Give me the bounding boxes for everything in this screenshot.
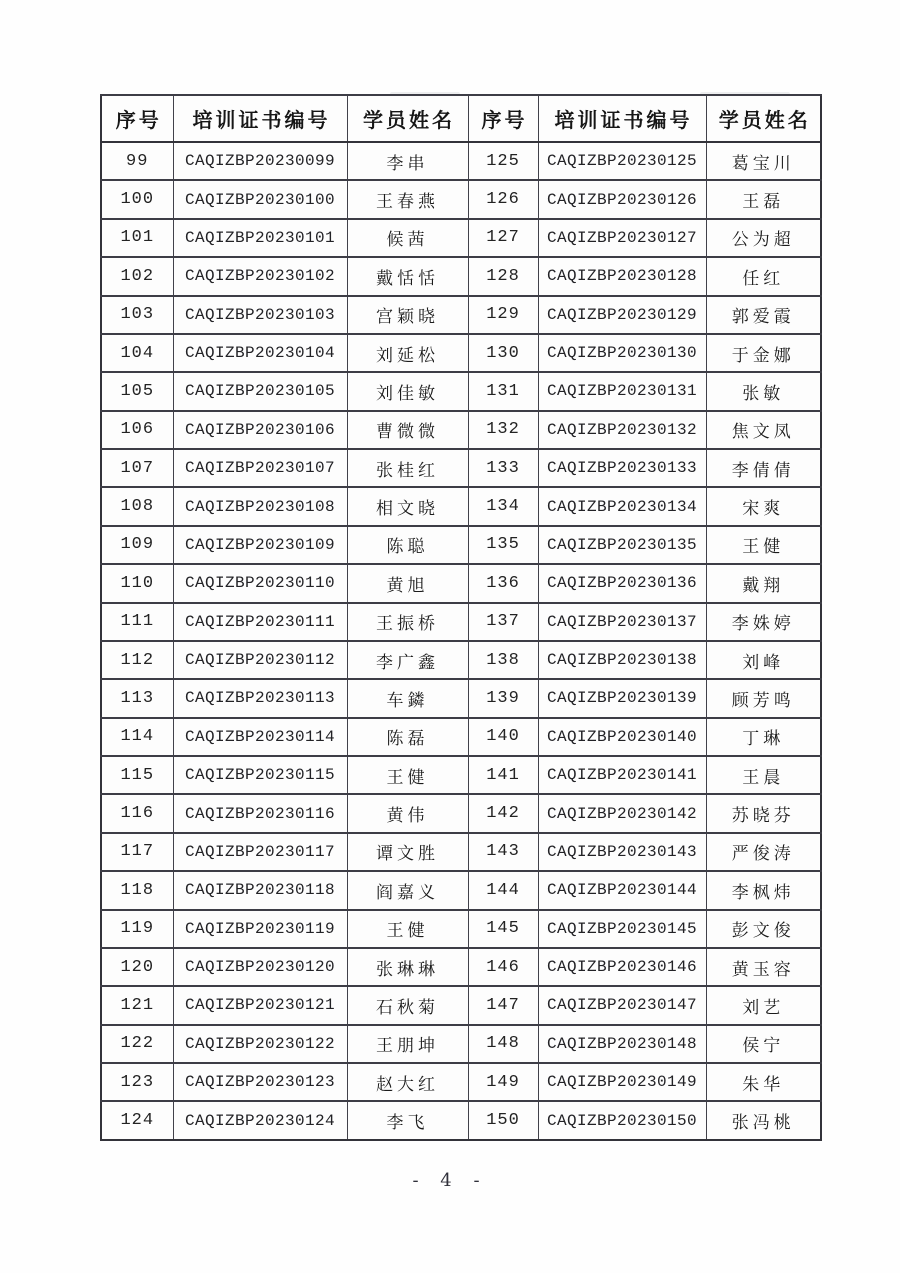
serial-cell: 106 bbox=[101, 411, 173, 449]
name-cell: 焦文凤 bbox=[706, 411, 821, 449]
certificate-cell: CAQIZBP20230129 bbox=[538, 296, 706, 334]
name-cell: 刘艺 bbox=[706, 986, 821, 1024]
name-cell: 苏晓芬 bbox=[706, 794, 821, 832]
column-header-name-right: 学员姓名 bbox=[706, 95, 821, 142]
serial-cell: 104 bbox=[101, 334, 173, 372]
serial-cell: 137 bbox=[468, 603, 538, 641]
serial-cell: 140 bbox=[468, 718, 538, 756]
serial-cell: 131 bbox=[468, 372, 538, 410]
serial-cell: 133 bbox=[468, 449, 538, 487]
serial-cell: 134 bbox=[468, 487, 538, 525]
serial-cell: 110 bbox=[101, 564, 173, 602]
serial-cell: 142 bbox=[468, 794, 538, 832]
serial-cell: 102 bbox=[101, 257, 173, 295]
certificate-cell: CAQIZBP20230134 bbox=[538, 487, 706, 525]
serial-cell: 126 bbox=[468, 180, 538, 218]
serial-cell: 145 bbox=[468, 910, 538, 948]
serial-cell: 129 bbox=[468, 296, 538, 334]
table-row bbox=[101, 794, 821, 832]
serial-cell: 120 bbox=[101, 948, 173, 986]
certificate-cell: CAQIZBP20230114 bbox=[173, 718, 347, 756]
table-row bbox=[101, 449, 821, 487]
name-cell: 张敏 bbox=[706, 372, 821, 410]
serial-cell: 109 bbox=[101, 526, 173, 564]
certificate-cell: CAQIZBP20230112 bbox=[173, 641, 347, 679]
name-cell: 黄伟 bbox=[347, 794, 468, 832]
name-cell: 李倩倩 bbox=[706, 449, 821, 487]
certificate-cell: CAQIZBP20230101 bbox=[173, 219, 347, 257]
name-cell: 王健 bbox=[347, 910, 468, 948]
certificate-cell: CAQIZBP20230119 bbox=[173, 910, 347, 948]
certificate-cell: CAQIZBP20230111 bbox=[173, 603, 347, 641]
column-header-serial-left: 序号 bbox=[101, 95, 173, 142]
certificate-cell: CAQIZBP20230116 bbox=[173, 794, 347, 832]
certificate-cell: CAQIZBP20230130 bbox=[538, 334, 706, 372]
serial-cell: 119 bbox=[101, 910, 173, 948]
certificate-cell: CAQIZBP20230136 bbox=[538, 564, 706, 602]
table-row bbox=[101, 334, 821, 372]
table-row bbox=[101, 487, 821, 525]
serial-cell: 99 bbox=[101, 142, 173, 180]
name-cell: 于金娜 bbox=[706, 334, 821, 372]
name-cell: 王健 bbox=[347, 756, 468, 794]
serial-cell: 148 bbox=[468, 1025, 538, 1063]
name-cell: 公为超 bbox=[706, 219, 821, 257]
name-cell: 张琳琳 bbox=[347, 948, 468, 986]
serial-cell: 139 bbox=[468, 679, 538, 717]
serial-cell: 115 bbox=[101, 756, 173, 794]
certificate-cell: CAQIZBP20230140 bbox=[538, 718, 706, 756]
serial-cell: 117 bbox=[101, 833, 173, 871]
certificate-cell: CAQIZBP20230139 bbox=[538, 679, 706, 717]
serial-cell: 143 bbox=[468, 833, 538, 871]
name-cell: 黄玉容 bbox=[706, 948, 821, 986]
table-row bbox=[101, 871, 821, 909]
serial-cell: 121 bbox=[101, 986, 173, 1024]
serial-cell: 150 bbox=[468, 1101, 538, 1140]
name-cell: 王磊 bbox=[706, 180, 821, 218]
table-row bbox=[101, 257, 821, 295]
name-cell: 戴恬恬 bbox=[347, 257, 468, 295]
serial-cell: 130 bbox=[468, 334, 538, 372]
name-cell: 任红 bbox=[706, 257, 821, 295]
certificate-cell: CAQIZBP20230142 bbox=[538, 794, 706, 832]
serial-cell: 125 bbox=[468, 142, 538, 180]
serial-cell: 116 bbox=[101, 794, 173, 832]
table-header bbox=[101, 95, 821, 142]
name-cell: 郭爱霞 bbox=[706, 296, 821, 334]
name-cell: 刘延松 bbox=[347, 334, 468, 372]
serial-cell: 149 bbox=[468, 1063, 538, 1101]
certificate-cell: CAQIZBP20230126 bbox=[538, 180, 706, 218]
name-cell: 张冯桃 bbox=[706, 1101, 821, 1140]
certificate-cell: CAQIZBP20230121 bbox=[173, 986, 347, 1024]
certificate-cell: CAQIZBP20230145 bbox=[538, 910, 706, 948]
serial-cell: 124 bbox=[101, 1101, 173, 1140]
table-row bbox=[101, 1101, 821, 1140]
table-row bbox=[101, 756, 821, 794]
name-cell: 严俊涛 bbox=[706, 833, 821, 871]
name-cell: 王朋坤 bbox=[347, 1025, 468, 1063]
serial-cell: 114 bbox=[101, 718, 173, 756]
name-cell: 王春燕 bbox=[347, 180, 468, 218]
name-cell: 朱华 bbox=[706, 1063, 821, 1101]
table-row bbox=[101, 564, 821, 602]
certificate-cell: CAQIZBP20230137 bbox=[538, 603, 706, 641]
name-cell: 李串 bbox=[347, 142, 468, 180]
trainee-roster-table bbox=[100, 94, 822, 1141]
certificate-cell: CAQIZBP20230099 bbox=[173, 142, 347, 180]
table-row bbox=[101, 372, 821, 410]
column-header-name-left: 学员姓名 bbox=[347, 95, 468, 142]
serial-cell: 128 bbox=[468, 257, 538, 295]
name-cell: 顾芳鸣 bbox=[706, 679, 821, 717]
certificate-cell: CAQIZBP20230144 bbox=[538, 871, 706, 909]
serial-cell: 111 bbox=[101, 603, 173, 641]
name-cell: 石秋菊 bbox=[347, 986, 468, 1024]
column-header-serial-right: 序号 bbox=[468, 95, 538, 142]
certificate-cell: CAQIZBP20230120 bbox=[173, 948, 347, 986]
certificate-cell: CAQIZBP20230115 bbox=[173, 756, 347, 794]
serial-cell: 112 bbox=[101, 641, 173, 679]
certificate-cell: CAQIZBP20230106 bbox=[173, 411, 347, 449]
serial-cell: 122 bbox=[101, 1025, 173, 1063]
name-cell: 葛宝川 bbox=[706, 142, 821, 180]
name-cell: 候茜 bbox=[347, 219, 468, 257]
table-row bbox=[101, 833, 821, 871]
serial-cell: 135 bbox=[468, 526, 538, 564]
certificate-cell: CAQIZBP20230102 bbox=[173, 257, 347, 295]
certificate-cell: CAQIZBP20230149 bbox=[538, 1063, 706, 1101]
page-number: - 4 - bbox=[412, 1170, 488, 1191]
serial-cell: 144 bbox=[468, 871, 538, 909]
name-cell: 李飞 bbox=[347, 1101, 468, 1140]
certificate-cell: CAQIZBP20230118 bbox=[173, 871, 347, 909]
name-cell: 车鏻 bbox=[347, 679, 468, 717]
table-row bbox=[101, 910, 821, 948]
serial-cell: 138 bbox=[468, 641, 538, 679]
table-row bbox=[101, 526, 821, 564]
column-header-certificate-left: 培训证书编号 bbox=[173, 95, 347, 142]
certificate-cell: CAQIZBP20230131 bbox=[538, 372, 706, 410]
certificate-cell: CAQIZBP20230141 bbox=[538, 756, 706, 794]
serial-cell: 107 bbox=[101, 449, 173, 487]
serial-cell: 103 bbox=[101, 296, 173, 334]
certificate-cell: CAQIZBP20230110 bbox=[173, 564, 347, 602]
name-cell: 戴翔 bbox=[706, 564, 821, 602]
name-cell: 谭文胜 bbox=[347, 833, 468, 871]
serial-cell: 141 bbox=[468, 756, 538, 794]
table-row bbox=[101, 180, 821, 218]
name-cell: 王健 bbox=[706, 526, 821, 564]
table-row bbox=[101, 986, 821, 1024]
name-cell: 王晨 bbox=[706, 756, 821, 794]
serial-cell: 127 bbox=[468, 219, 538, 257]
name-cell: 王振桥 bbox=[347, 603, 468, 641]
certificate-cell: CAQIZBP20230100 bbox=[173, 180, 347, 218]
certificate-cell: CAQIZBP20230147 bbox=[538, 986, 706, 1024]
certificate-cell: CAQIZBP20230109 bbox=[173, 526, 347, 564]
table-row bbox=[101, 679, 821, 717]
name-cell: 刘佳敏 bbox=[347, 372, 468, 410]
name-cell: 刘峰 bbox=[706, 641, 821, 679]
table-row bbox=[101, 718, 821, 756]
certificate-cell: CAQIZBP20230128 bbox=[538, 257, 706, 295]
table-row bbox=[101, 219, 821, 257]
name-cell: 李广鑫 bbox=[347, 641, 468, 679]
certificate-cell: CAQIZBP20230127 bbox=[538, 219, 706, 257]
serial-cell: 118 bbox=[101, 871, 173, 909]
serial-cell: 100 bbox=[101, 180, 173, 218]
table-row bbox=[101, 948, 821, 986]
table-row bbox=[101, 296, 821, 334]
certificate-cell: CAQIZBP20230146 bbox=[538, 948, 706, 986]
name-cell: 彭文俊 bbox=[706, 910, 821, 948]
table-row bbox=[101, 142, 821, 180]
certificate-cell: CAQIZBP20230108 bbox=[173, 487, 347, 525]
certificate-cell: CAQIZBP20230103 bbox=[173, 296, 347, 334]
name-cell: 李枫炜 bbox=[706, 871, 821, 909]
name-cell: 张桂红 bbox=[347, 449, 468, 487]
certificate-cell: CAQIZBP20230105 bbox=[173, 372, 347, 410]
certificate-cell: CAQIZBP20230150 bbox=[538, 1101, 706, 1140]
certificate-cell: CAQIZBP20230135 bbox=[538, 526, 706, 564]
certificate-cell: CAQIZBP20230133 bbox=[538, 449, 706, 487]
serial-cell: 132 bbox=[468, 411, 538, 449]
header-row bbox=[101, 95, 821, 142]
serial-cell: 113 bbox=[101, 679, 173, 717]
name-cell: 李姝婷 bbox=[706, 603, 821, 641]
serial-cell: 146 bbox=[468, 948, 538, 986]
certificate-cell: CAQIZBP20230143 bbox=[538, 833, 706, 871]
certificate-cell: CAQIZBP20230122 bbox=[173, 1025, 347, 1063]
table-row bbox=[101, 1025, 821, 1063]
table-row bbox=[101, 603, 821, 641]
certificate-cell: CAQIZBP20230148 bbox=[538, 1025, 706, 1063]
certificate-cell: CAQIZBP20230125 bbox=[538, 142, 706, 180]
certificate-cell: CAQIZBP20230124 bbox=[173, 1101, 347, 1140]
column-header-certificate-right: 培训证书编号 bbox=[538, 95, 706, 142]
name-cell: 黄旭 bbox=[347, 564, 468, 602]
name-cell: 相文晓 bbox=[347, 487, 468, 525]
serial-cell: 147 bbox=[468, 986, 538, 1024]
name-cell: 陈磊 bbox=[347, 718, 468, 756]
name-cell: 曹微微 bbox=[347, 411, 468, 449]
table-body bbox=[101, 142, 821, 1140]
certificate-cell: CAQIZBP20230107 bbox=[173, 449, 347, 487]
certificate-cell: CAQIZBP20230113 bbox=[173, 679, 347, 717]
certificate-cell: CAQIZBP20230104 bbox=[173, 334, 347, 372]
name-cell: 宫颖晓 bbox=[347, 296, 468, 334]
certificate-cell: CAQIZBP20230117 bbox=[173, 833, 347, 871]
serial-cell: 123 bbox=[101, 1063, 173, 1101]
certificate-cell: CAQIZBP20230132 bbox=[538, 411, 706, 449]
name-cell: 侯宁 bbox=[706, 1025, 821, 1063]
serial-cell: 105 bbox=[101, 372, 173, 410]
serial-cell: 101 bbox=[101, 219, 173, 257]
serial-cell: 108 bbox=[101, 487, 173, 525]
name-cell: 赵大红 bbox=[347, 1063, 468, 1101]
table-row bbox=[101, 641, 821, 679]
table-row bbox=[101, 411, 821, 449]
name-cell: 陈聪 bbox=[347, 526, 468, 564]
name-cell: 宋爽 bbox=[706, 487, 821, 525]
name-cell: 阎嘉义 bbox=[347, 871, 468, 909]
serial-cell: 136 bbox=[468, 564, 538, 602]
name-cell: 丁琳 bbox=[706, 718, 821, 756]
certificate-cell: CAQIZBP20230123 bbox=[173, 1063, 347, 1101]
certificate-cell: CAQIZBP20230138 bbox=[538, 641, 706, 679]
table-row bbox=[101, 1063, 821, 1101]
